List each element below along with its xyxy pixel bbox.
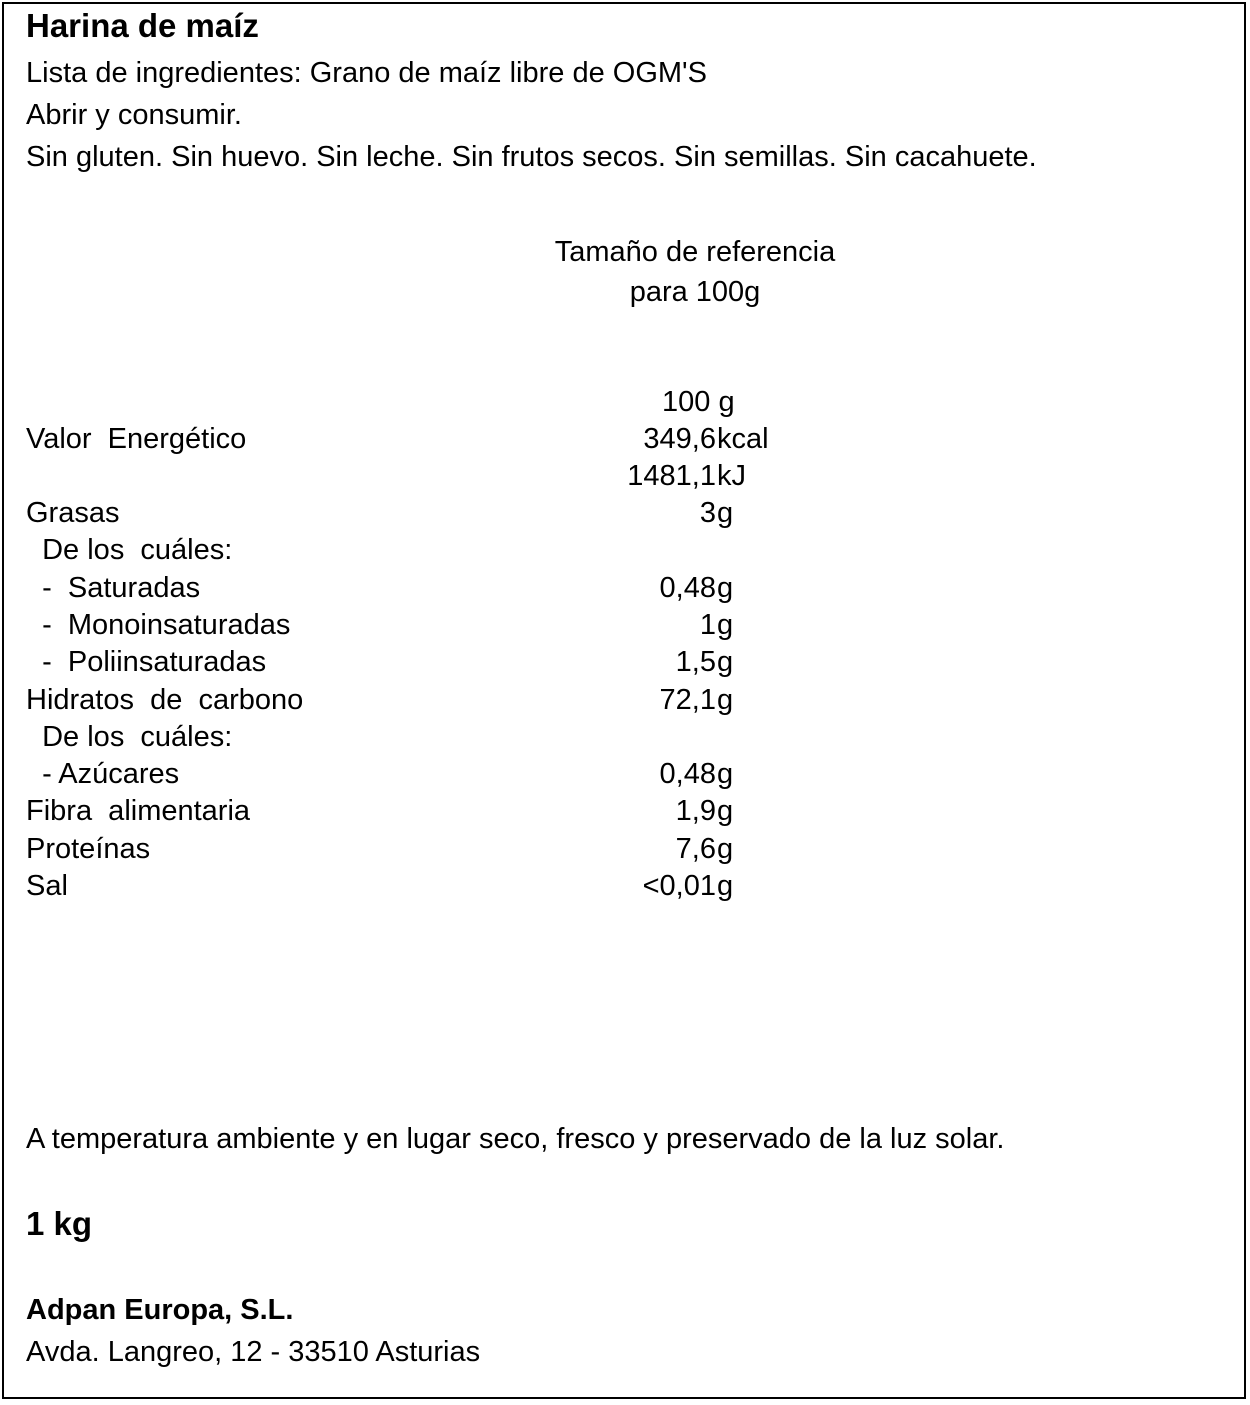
net-weight: 1 kg <box>26 1205 93 1242</box>
nutrition-row-unit: g <box>717 870 734 902</box>
nutrition-row-label: Hidratos de carbono <box>26 684 304 716</box>
nutrition-row-value: 1,5 <box>675 646 716 678</box>
nutrition-row-value: 349,6 <box>643 423 716 455</box>
nutrition-row-value: 7,6 <box>675 833 716 865</box>
nutrition-row-unit: g <box>717 684 734 716</box>
nutrition-row-value: 1 <box>699 609 716 641</box>
nutrition-row-unit: g <box>717 758 734 790</box>
company-name: Adpan Europa, S.L. <box>26 1294 294 1326</box>
reference-size-line1: Tamaño de referencia <box>554 236 836 268</box>
instructions-text: Abrir y consumir. <box>26 99 242 131</box>
nutrition-row-unit: g <box>717 833 734 865</box>
nutrition-row-value: 1481,1 <box>627 460 716 492</box>
reference-size-line2: para 100g <box>629 276 761 308</box>
nutrition-row-unit: g <box>717 609 734 641</box>
allergens-text: Sin gluten. Sin huevo. Sin leche. Sin frutos secos. Sin semillas. Sin cacahuete. <box>26 141 1037 173</box>
company-address: Avda. Langreo, 12 - 33510 Asturias <box>26 1336 481 1368</box>
nutrition-column-header: 100 g <box>662 386 735 418</box>
nutrition-row-unit: g <box>717 572 734 604</box>
product-title: Harina de maíz <box>26 7 259 44</box>
nutrition-row-value: <0,01 <box>642 870 716 902</box>
nutrition-row-unit: kcal <box>717 423 769 455</box>
storage-text: A temperatura ambiente y en lugar seco, fresco y preservado de la luz solar. <box>26 1123 1005 1155</box>
nutrition-row-value: 3 <box>699 497 716 529</box>
nutrition-row-label: Valor Energético <box>26 423 247 455</box>
nutrition-row-value: 0,48 <box>659 572 716 604</box>
ingredients-text: Lista de ingredientes: Grano de maíz libre de OGM'S <box>26 57 707 89</box>
nutrition-row-unit: g <box>717 646 734 678</box>
nutrition-row-label: Grasas <box>26 497 120 529</box>
nutrition-row-label: - Azúcares <box>26 758 180 790</box>
nutrition-row-label: Fibra alimentaria <box>26 795 251 827</box>
nutrition-row-value: 0,48 <box>659 758 716 790</box>
nutrition-row-unit: g <box>717 497 734 529</box>
nutrition-row-label: De los cuáles: <box>26 534 233 566</box>
nutrition-row-label: Proteínas <box>26 833 151 865</box>
nutrition-row-value: 1,9 <box>675 795 716 827</box>
nutrition-row-unit: kJ <box>717 460 746 492</box>
nutrition-row-label: - Monoinsaturadas <box>26 609 291 641</box>
nutrition-row-label: - Poliinsaturadas <box>26 646 267 678</box>
nutrition-row-label: Sal <box>26 870 68 902</box>
nutrition-row-unit: g <box>717 795 734 827</box>
nutrition-row-value: 72,1 <box>659 684 716 716</box>
nutrition-row-label: De los cuáles: <box>26 721 233 753</box>
nutrition-row-label: - Saturadas <box>26 572 201 604</box>
